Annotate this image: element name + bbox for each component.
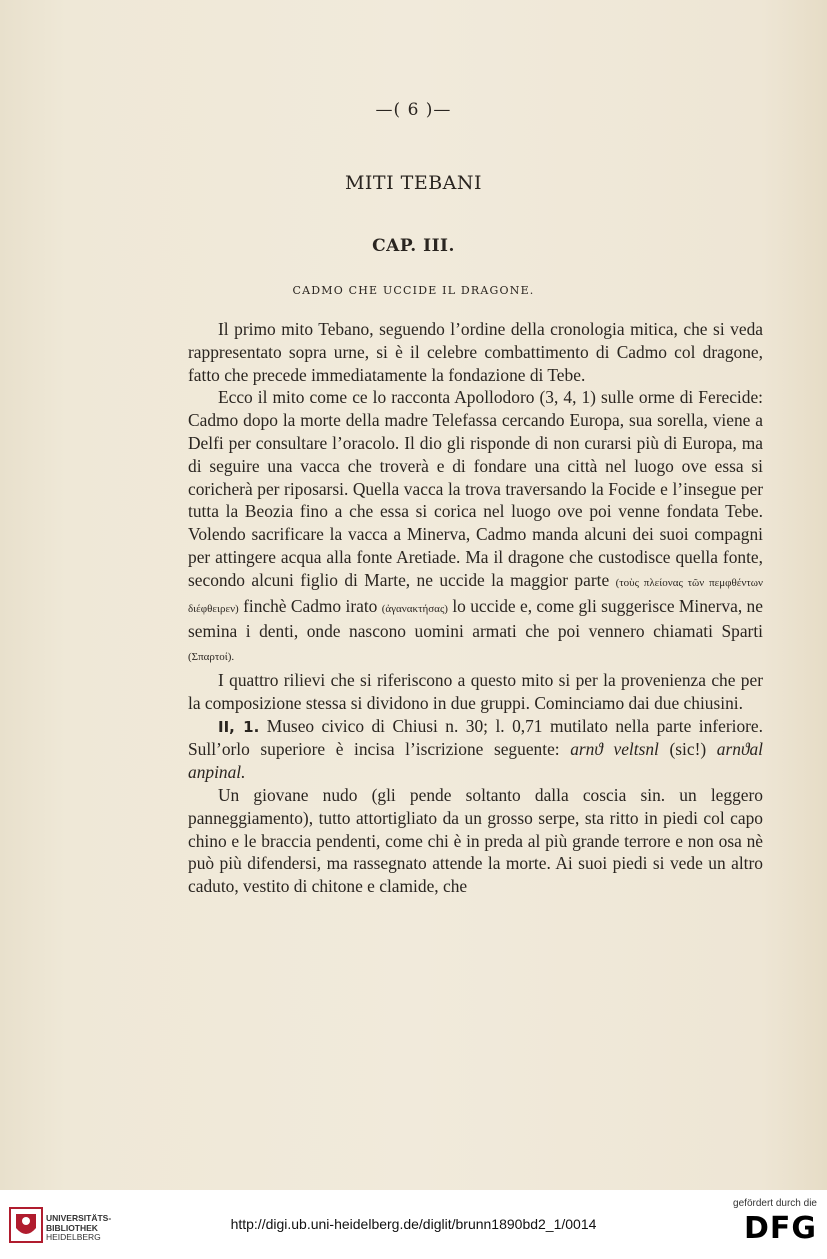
chapter-heading: CAP. III. [372,236,455,256]
paragraph-4 [188,715,763,784]
paragraph-2-text-a: Ecco il mito come ce lo racconta Apollodoro (3, 4, 1) sulle orme di Ferecide: Cadmo dopo la morte della madre Telefassa cercando Europa, sua sorella, viene a Delfi per consultare l’oracolo. Il dio gli risponde di non curarsi più di Europa, ma di seguire una vacca che troverà e di fondare una città nel luogo ove essa si coricherà per riposarsi. Quella vacca la trova traversando la Focide e l’insegue per tutta la Beozia fino a che essa si corica nel luogo ove poi venne fondata Tebe. Volendo sacrificare la vacca a Minerva, Cadmo manda alcuni dei suoi compagni per attingere acqua alla fonte Aretiade. Ma il dragone che custodisce quella fonte, secondo alcuni figlio di Marte, ne uccide la maggior parte [188,387,763,590]
paragraph-4-text-a: Museo civico di Chiusi n. 30; l. 0,71 mutilato nella parte inferiore. Sull’orlo superiore è incisa l’iscrizione seguente: [188,715,763,760]
paragraph-2 [188,386,763,669]
greek-quote-2: (ἀγανακτήσας) [381,602,448,615]
paragraph-5: Un giovane nudo (gli pende soltanto dalla coscia sin. un leggero panneggiamento), tutto attortigliato da un grosso serpe, sta ritto in piedi col capo chino e le braccia pendenti, come chi è in preda al più grande terrore e non osa nè può più difendersi, ma rassegnato attende la morte. Ai suoi piedi si vede un altro caduto, vestito di chitone e clamide, che [188,784,763,897]
dfg-logo: DFG [743,1211,817,1246]
permalink-url[interactable]: http://digi.ub.uni-heidelberg.de/diglit/brunn1890bd2_1/0014 [230,1216,597,1232]
catalog-number: II, 1. [218,717,260,736]
sponsor-note: gefördert durch die [733,1198,817,1209]
paragraph-3: I quattro rilievi che si riferiscono a questo mito si per la provenienza che per la composizione stessa si dividono in due gruppi. Cominciamo dai due chiusini. [188,669,763,713]
inscription-2: arnϑal anpinal. [188,739,764,783]
university-line-1: UNIVERSITÄTS- [46,1213,112,1223]
chapter-subtitle: CADMO CHE UCCIDE IL DRAGONE. [292,284,535,297]
greek-quote-1: (τοὺς πλείονας τῶν πεμφθέντων διέφθειρεν) [188,576,763,615]
section-title: MITI TEBANI [344,172,483,194]
paragraph-2-text-c: lo uccide e, come gli suggerisce Minerva, ne semina i denti, onde nascono uomini armati che poi vennero chiamati Sparti [188,595,763,642]
university-line-2: BIBLIOTHEK [46,1222,98,1233]
body-text [188,318,763,898]
viewer-footer [0,1190,827,1259]
paragraph-4-text-b: (sic!) [669,739,707,760]
greek-quote-3: (Σπαρτοί). [188,651,235,664]
inscription-1: arnϑ veltsnl [570,739,659,760]
page-number: —( 6 )— [375,100,452,120]
paragraph-2-text-b: finchè Cadmo irato [243,595,378,616]
paragraph-1: Il primo mito Tebano, seguendo l’ordine della cronologia mitica, che si veda rappresentato sopra urne, si è il celebre combattimento di Cadmo col dragone, fatto che precede immediatamente la fondazione di Tebe. [188,319,763,385]
university-line-3: HEIDELBERG [46,1232,101,1242]
